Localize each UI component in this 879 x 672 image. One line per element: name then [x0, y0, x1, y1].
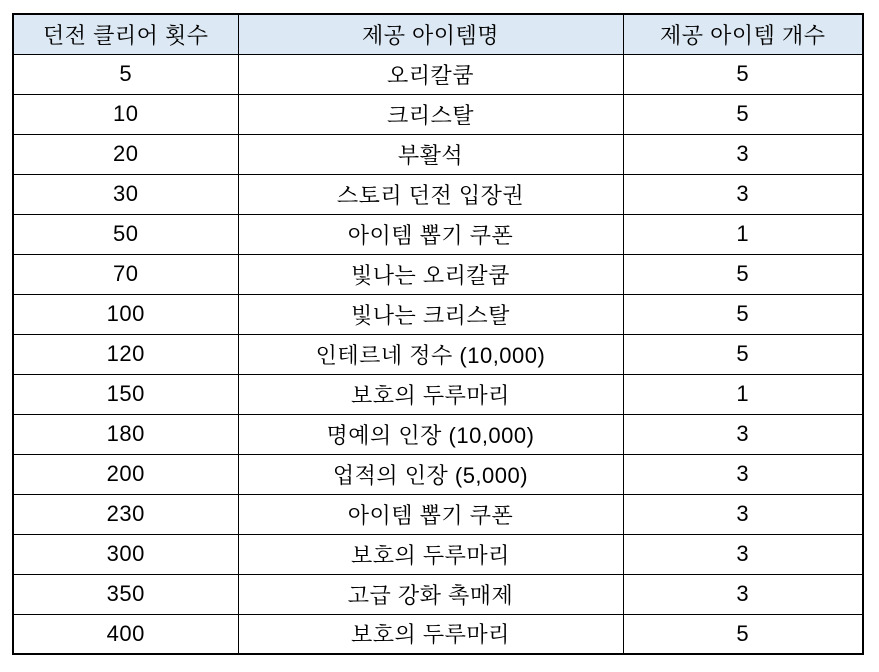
cell-item-count: 3: [623, 134, 863, 174]
cell-clear-count: 300: [13, 534, 238, 574]
table-row: [13, 614, 863, 654]
cell-item-name: 부활석: [238, 134, 623, 174]
table-row: [13, 374, 863, 414]
column-header-item-name: 제공 아이템명: [238, 14, 623, 54]
table-row: [13, 294, 863, 334]
table-row: [13, 254, 863, 294]
cell-clear-count: 10: [13, 94, 238, 134]
cell-item-name: 인테르네 정수 (10,000): [238, 334, 623, 374]
cell-clear-count: 50: [13, 214, 238, 254]
cell-item-count: 5: [623, 294, 863, 334]
table-row: [13, 174, 863, 214]
cell-clear-count: 350: [13, 574, 238, 614]
cell-item-name: 아이템 뽑기 쿠폰: [238, 494, 623, 534]
cell-item-name: 명예의 인장 (10,000): [238, 414, 623, 454]
cell-clear-count: 20: [13, 134, 238, 174]
cell-item-name: 빛나는 오리칼쿰: [238, 254, 623, 294]
table-row: [13, 494, 863, 534]
cell-item-name: 빛나는 크리스탈: [238, 294, 623, 334]
column-header-item-count: 제공 아이템 개수: [623, 14, 863, 54]
header-row: [13, 14, 863, 54]
cell-item-count: 5: [623, 54, 863, 94]
table-row: [13, 454, 863, 494]
cell-item-count: 1: [623, 214, 863, 254]
cell-item-name: 보호의 두루마리: [238, 614, 623, 654]
reward-table-container: [12, 13, 864, 655]
cell-clear-count: 400: [13, 614, 238, 654]
cell-item-count: 3: [623, 454, 863, 494]
cell-item-name: 오리칼쿰: [238, 54, 623, 94]
cell-item-name: 스토리 던전 입장권: [238, 174, 623, 214]
cell-item-count: 5: [623, 614, 863, 654]
cell-clear-count: 120: [13, 334, 238, 374]
cell-clear-count: 230: [13, 494, 238, 534]
cell-item-count: 3: [623, 494, 863, 534]
cell-item-count: 5: [623, 254, 863, 294]
cell-item-count: 3: [623, 414, 863, 454]
table-row: [13, 94, 863, 134]
cell-item-count: 3: [623, 534, 863, 574]
table-row: [13, 414, 863, 454]
dungeon-reward-table: [12, 13, 864, 655]
table-row: [13, 214, 863, 254]
column-header-clear-count: 던전 클리어 횟수: [13, 14, 238, 54]
cell-item-count: 3: [623, 174, 863, 214]
cell-clear-count: 70: [13, 254, 238, 294]
table-row: [13, 534, 863, 574]
cell-item-name: 아이템 뽑기 쿠폰: [238, 214, 623, 254]
cell-item-name: 업적의 인장 (5,000): [238, 454, 623, 494]
cell-clear-count: 5: [13, 54, 238, 94]
cell-item-count: 5: [623, 334, 863, 374]
cell-clear-count: 100: [13, 294, 238, 334]
table-row: [13, 334, 863, 374]
table-row: [13, 574, 863, 614]
cell-item-count: 3: [623, 574, 863, 614]
cell-clear-count: 30: [13, 174, 238, 214]
cell-clear-count: 180: [13, 414, 238, 454]
cell-clear-count: 150: [13, 374, 238, 414]
table-row: [13, 134, 863, 174]
cell-item-name: 보호의 두루마리: [238, 374, 623, 414]
cell-item-name: 크리스탈: [238, 94, 623, 134]
cell-item-name: 고급 강화 촉매제: [238, 574, 623, 614]
cell-item-name: 보호의 두루마리: [238, 534, 623, 574]
cell-clear-count: 200: [13, 454, 238, 494]
cell-item-count: 5: [623, 94, 863, 134]
table-row: [13, 54, 863, 94]
cell-item-count: 1: [623, 374, 863, 414]
